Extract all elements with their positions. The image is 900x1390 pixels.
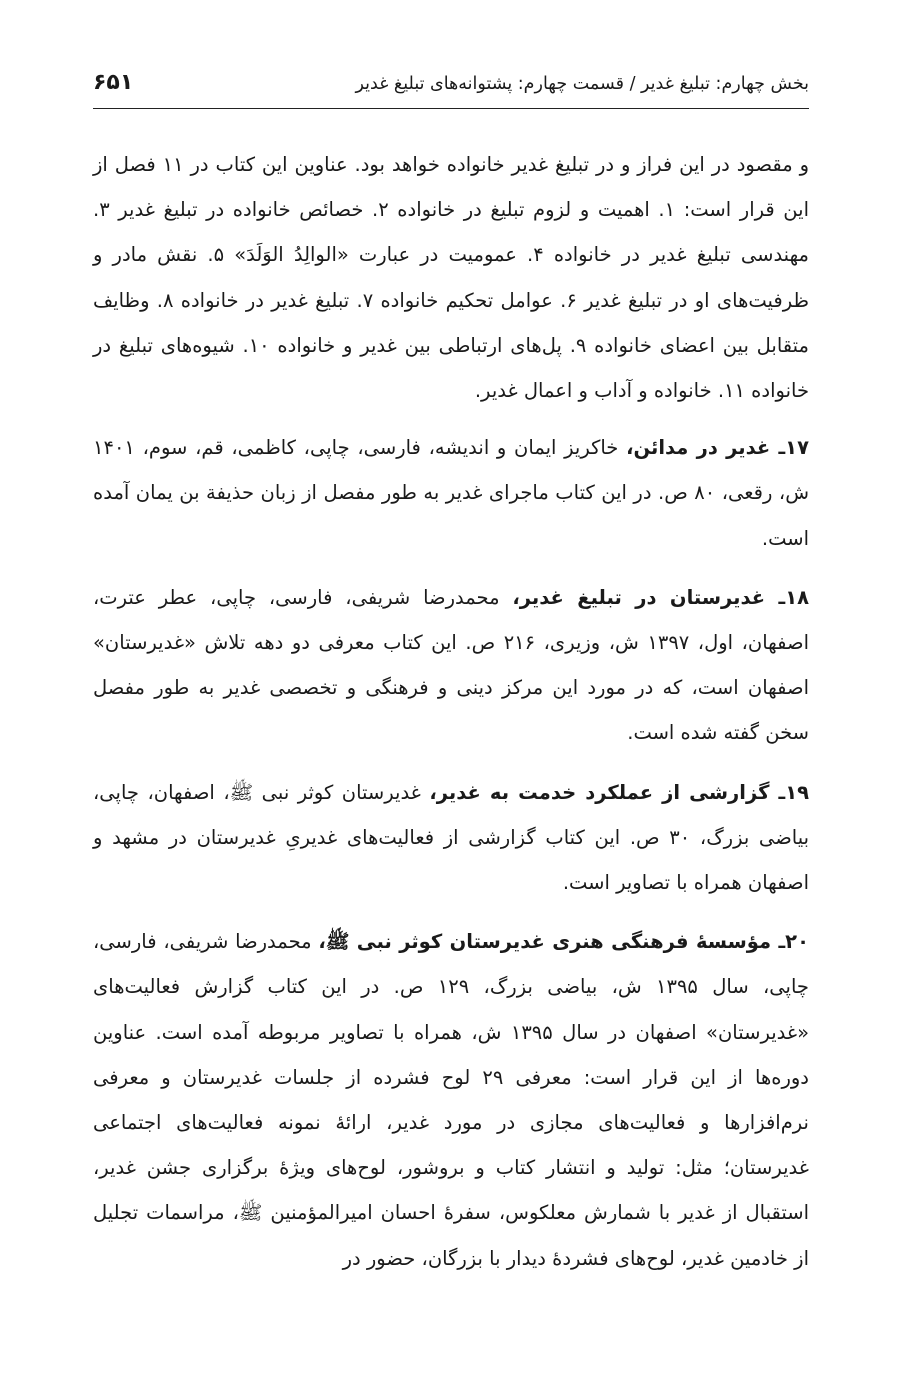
book-entry-title: ۱۷ـ غدیر در مدائن، (626, 436, 809, 460)
book-entry-title: ۱۸ـ غدیرستان در تبلیغ غدیر، (512, 585, 809, 609)
book-entry-title: ۱۹ـ گزارشی از عملکرد خدمت به غدیر، (429, 780, 809, 804)
intro-paragraph: و مقصود در این فراز و در تبلیغ غدیر خانواده خواهد بود. عناوین این کتاب در ۱۱ فصل از این قرار است: ۱. اهمیت و لزوم تبلیغ در خانواده ۲. خصائص خانواده در تبلیغ غدیر ۳. مهندسی تبلیغ غدیر در خانواده ۴. عمومیت در عبارت «الوالِدُ الوَلَدَ» ۵. نقش مادر و ظرفیت‌های او در تبلیغ غدیر ۶. عوامل تحکیم خانواده ۷. تبلیغ غدیر در خانواده ۸. وظایف متقابل بین اعضای خانواده ۹. پل‌های ارتباطی بین غدیر و خانواده ۱۰. شیوه‌های تبلیغ در خانواده ۱۱. خانواده و آداب و اعمال غدیر. (93, 153, 810, 403)
running-header-title: بخش چهارم: تبلیغ غدیر / قسمت چهارم: پشتوانه‌های تبلیغ غدیر (355, 74, 809, 94)
book-entry-text: محمدرضا شریفی، فارسی، چاپی، سال ۱۳۹۵ ش، بیاضی بزرگ، ۱۲۹ ص. در این کتاب گزارش فعالیت‌های «غدیرستان» اصفهان در سال ۱۳۹۵ ش، همراه با تصاویر مربوطه آمده است. عناوین دوره‌ها از این قرار است: معرفی ۲۹ لوح فشرده از جلسات غدیرستان و معرفی نرم‌افزارها و فعالیت‌های مجازی در مورد غدیر، ارائهٔ نمونه فعالیت‌های اجتماعی غدیرستان؛ مثل: تولید و انتشار کتاب و بروشور، لوح‌های ویژهٔ برگزاری جشن غدیر، استقبال از غدیر با شمارش معلکوس، سفرهٔ احسان امیرالمؤمنین ﷺ، مراسمات تجلیل از خادمین غدیر، لوح‌های فشردهٔ دیدار با بزرگان، حضور در (93, 930, 809, 1270)
book-entry-title: ۲۰ـ مؤسسهٔ فرهنگی هنری غدیرستان کوثر نبی ﷺ، (318, 930, 809, 954)
book-entry-text: غدیرستان کوثر نبی ﷺ، اصفهان، چاپی، بیاضی بزرگ، ۳۰ ص. این کتاب گزارشی از فعالیت‌های غدیریِ غدیرستان در مشهد و اصفهان همراه با تصاویر است. (93, 780, 810, 895)
book-entry-20 (93, 919, 809, 1281)
page-body (93, 142, 809, 1295)
book-entry-text: خاکریز ایمان و اندیشه، فارسی، چاپی، کاظمی، قم، سوم، ۱۴۰۱ ش، رقعی، ۸۰ ص. در این کتاب ماجرای غدیر به طور مفصل از زبان حذیفة بن یمان آمده است. (93, 436, 810, 550)
page-header (93, 62, 809, 109)
page-number: ۶۵۱ (93, 70, 134, 95)
book-entry-17 (93, 425, 809, 561)
book-entry-18 (93, 575, 809, 756)
book-entry-text: محمدرضا شریفی، فارسی، چاپی، عطر عترت، اصفهان، اول، ۱۳۹۷ ش، وزیری، ۲۱۶ ص. این کتاب معرفی دو دهه تلاش «غدیرستان» اصفهان است، که در مورد این مرکز دینی و فرهنگی و تخصصی غدیر به طور مفصل سخن گفته شده است. (93, 585, 810, 745)
book-entry-19 (93, 770, 809, 906)
